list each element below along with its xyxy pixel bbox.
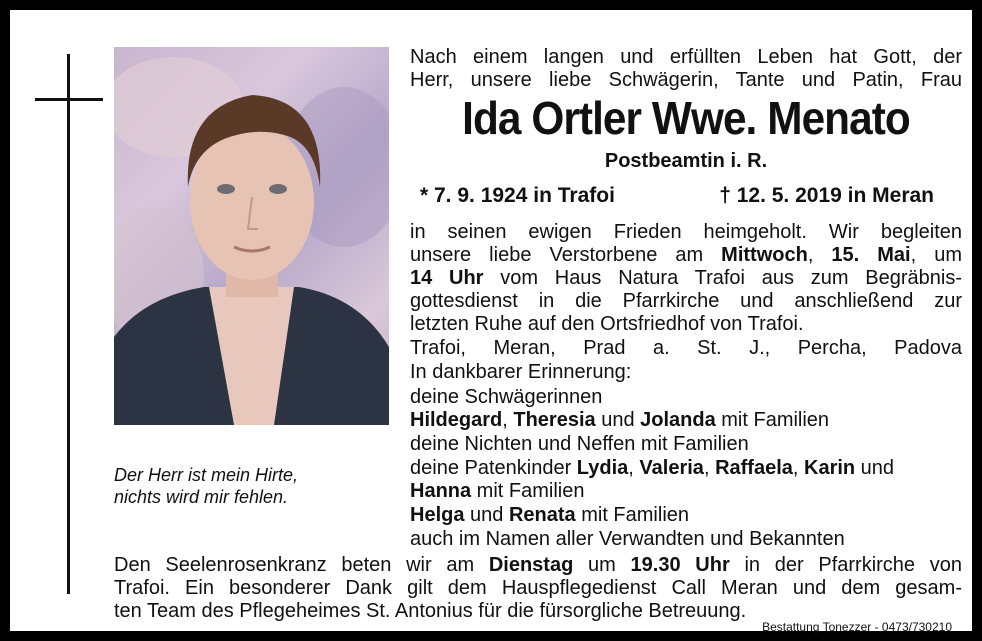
death-date: † 12. 5. 2019 in Meran — [719, 184, 934, 207]
places-line: Trafoi, Meran, Prad a. St. J., Percha, Padova — [410, 337, 962, 359]
funeral-home-credit: Bestattung Tonezzer - 0473/730210 — [762, 620, 952, 634]
mourners-line: deine Schwägerinnen — [410, 386, 603, 408]
closing-line: Den Seelenrosenkranz beten wir am Dienstag um 19.30 Uhr in der Pfarrkirche von — [114, 554, 963, 576]
intro-line: Herr, unsere liebe Schwägerin, Tante und Patin, Frau — [410, 69, 962, 91]
deceased-profession: Postbeamtin i. R. — [604, 150, 768, 172]
body-line: gottesdienst in die Pfarrkirche und anschließend zur — [410, 290, 962, 312]
mourners-line: Hildegard, Theresia und Jolanda mit Familien — [410, 409, 830, 431]
mourners-line: Hanna mit Familien — [410, 480, 585, 502]
psalm-line: Der Herr ist mein Hirte, — [114, 465, 299, 485]
deceased-name: Ida Ortler Wwe. Menato — [462, 92, 910, 144]
intro-line: Nach einem langen und erfüllten Leben hat Gott, der — [410, 46, 962, 68]
closing-line: ten Team des Pflegeheimes St. Antonius für die fürsorgliche Betreuung. — [114, 600, 747, 622]
birth-date: * 7. 9. 1924 in Trafoi — [420, 184, 615, 207]
body-line: in seinen ewigen Frieden heimgeholt. Wir begleiten — [410, 221, 962, 243]
mourners-line: deine Patenkinder Lydia, Valeria, Raffaela, Karin und — [410, 457, 895, 479]
closing-line: Trafoi. Ein besonderer Dank gilt dem Hauspflegedienst Call Meran und dem gesam- — [114, 577, 962, 599]
psalm-line: nichts wird mir fehlen. — [114, 487, 289, 507]
portrait-photo — [114, 47, 389, 425]
mourners-line: Helga und Renata mit Familien — [410, 504, 690, 526]
mourners-heading: In dankbarer Erinnerung: — [410, 361, 632, 383]
body-line: letzten Ruhe auf den Ortsfriedhof von Trafoi. — [410, 313, 804, 335]
body-line: 14 Uhr vom Haus Natura Trafoi aus zum Begräbnis- — [410, 267, 962, 289]
mourners-line: deine Nichten und Neffen mit Familien — [410, 433, 749, 455]
body-line: unsere liebe Verstorbene am Mittwoch, 15. Mai, um — [410, 244, 962, 266]
psalm-quote — [114, 464, 394, 508]
mourners-line: auch im Namen aller Verwandten und Bekannten — [410, 528, 845, 550]
